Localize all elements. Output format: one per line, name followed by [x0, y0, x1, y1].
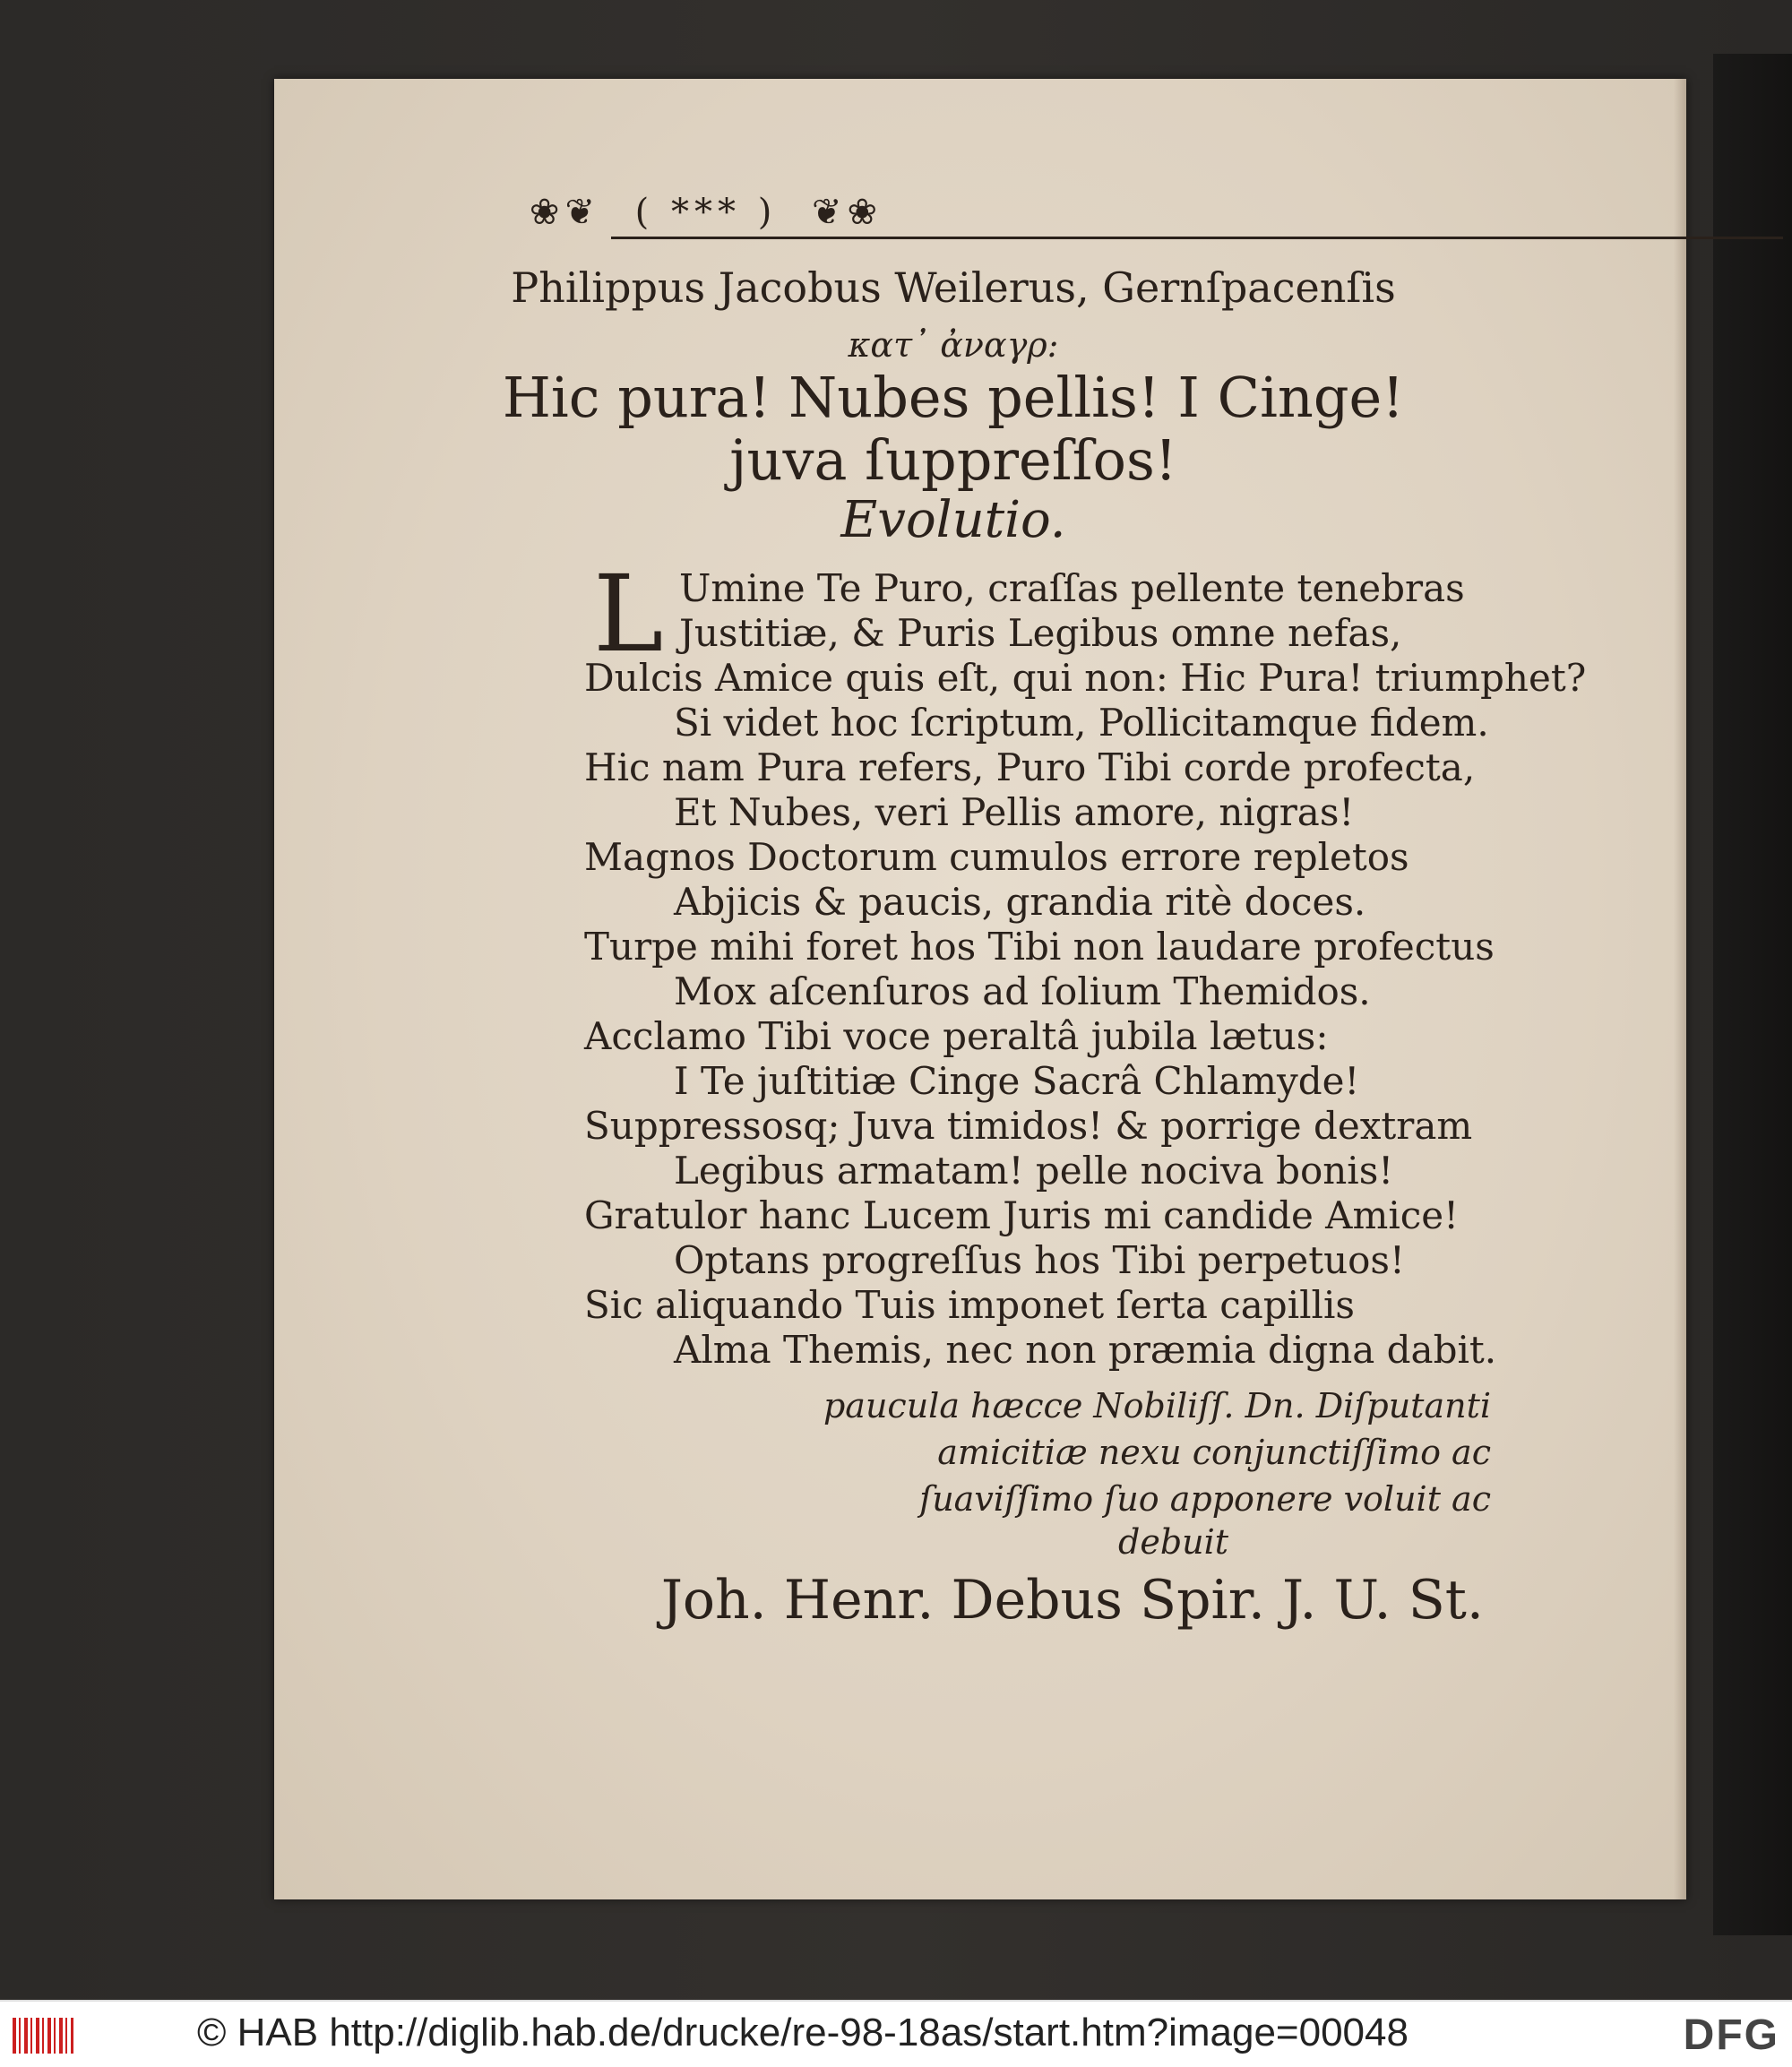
verse-line: Umine Te Puro, craſſas pellente tenebras [679, 566, 1465, 610]
verse-line: I Te juſtitiæ Cinge Sacrâ Chlamyde! [674, 1059, 1360, 1103]
anagram-line-2: juva ſuppreſſos! [729, 427, 1177, 493]
greek-line: κατ᾽ ἀναγρ: [848, 325, 1059, 365]
book-binding [1713, 54, 1792, 1935]
verse-line: Magnos Doctorum cumulos errore repletos [584, 835, 1409, 879]
copyright-url: © HAB http://diglib.hab.de/drucke/re-98-18as/start.htm?image=00048 [197, 2011, 1409, 2054]
evolutio-heading: Evolutio. [840, 491, 1066, 549]
dedication-note-line: ſuaviſſimo ſuo apponere voluit ac [919, 1479, 1491, 1519]
ornament-right-icon: ❦❀ [812, 192, 883, 233]
drop-cap: L [593, 552, 664, 676]
verse-line: Acclamo Tibi voce peraltâ jubila lætus: [584, 1014, 1329, 1058]
verse-line: Alma Themis, nec non præmia digna dabit. [674, 1328, 1497, 1372]
document-page [274, 79, 1686, 1899]
verse-line: Suppressosq; Juva timidos! & porrige dextram [584, 1104, 1473, 1148]
header-mark: ( *** ) [634, 192, 778, 233]
dedication-note-line: paucula hæcce Nobiliſſ. Dn. Diſputanti [823, 1386, 1491, 1425]
verse-line: Gratulor hanc Lucem Juris mi candide Amice! [584, 1193, 1460, 1237]
verse-line: Dulcis Amice quis eſt, qui non: Hic Pura! triumphet? [584, 656, 1587, 700]
header-rule [611, 237, 1783, 239]
verse-line: Mox aſcenſuros ad ſolium Themidos. [674, 969, 1371, 1013]
dedication-note-line: amicitiæ nexu conjunctiſſimo ac [937, 1433, 1491, 1472]
signature-line: Joh. Henr. Debus Spir. J. U. St. [660, 1569, 1484, 1632]
verse-line: Abjicis & paucis, grandia ritè doces. [674, 880, 1366, 924]
verse-line: Si videt hoc ſcriptum, Pollicitamque fidem. [674, 701, 1489, 745]
dfg-logo: DFG [1683, 2011, 1779, 2059]
verse-line: Turpe mihi foret hos Tibi non laudare profectus [584, 925, 1495, 969]
verse-line: Legibus armatam! pelle nociva bonis! [674, 1149, 1394, 1193]
page-edge-shadow [1674, 79, 1686, 1899]
viewer-footer [0, 2000, 1792, 2067]
barcode-icon [13, 2018, 73, 2054]
page-header-ornament [0, 192, 1412, 233]
verse-line: Optans progreſſus hos Tibi perpetuos! [674, 1238, 1405, 1282]
ornament-left-icon: ❀❦ [529, 192, 600, 233]
verse-line: Hic nam Pura refers, Puro Tibi corde profecta, [584, 745, 1476, 789]
verse-line: Sic aliquando Tuis imponet ſerta capillis [584, 1283, 1355, 1327]
verse-line: Et Nubes, veri Pellis amore, nigras! [674, 790, 1355, 834]
anagram-line-1: Hic pura! Nubes pellis! I Cinge! [502, 365, 1405, 430]
author-line: Philippus Jacobus Weilerus, Gernſpacenſis [511, 263, 1396, 312]
verse-line: Justitiæ, & Puris Legibus omne nefas, [679, 611, 1402, 655]
dedication-note-line: debuit [1118, 1522, 1229, 1562]
